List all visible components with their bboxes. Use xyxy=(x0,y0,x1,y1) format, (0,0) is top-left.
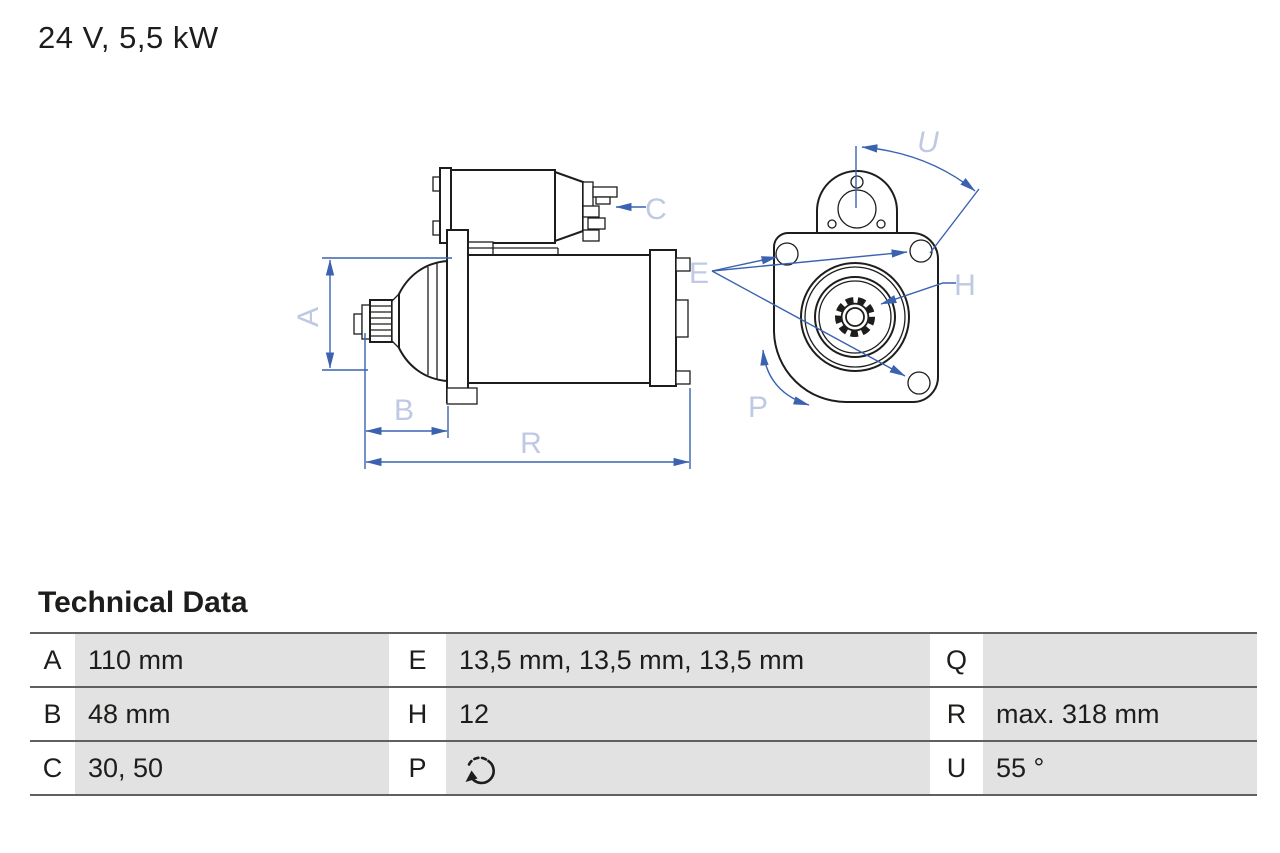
callout-c xyxy=(616,193,667,226)
table-row xyxy=(30,632,1257,686)
callout-c-label: C xyxy=(645,193,667,226)
nose-cone xyxy=(399,261,447,381)
spec-key: A xyxy=(30,634,75,686)
spec-value xyxy=(446,742,930,794)
spec-value: max. 318 mm xyxy=(983,688,1257,740)
table-row xyxy=(30,740,1257,794)
spec-key: Q xyxy=(930,634,983,686)
spec-value: 110 mm xyxy=(75,634,389,686)
callout-h-label: H xyxy=(954,269,976,302)
motor-body xyxy=(468,248,690,386)
front-view xyxy=(689,126,979,424)
dimension-a-label: A xyxy=(292,306,325,328)
spec-value: 12 xyxy=(446,688,930,740)
spec-value xyxy=(983,634,1257,686)
bolt-hole-bottom-right xyxy=(908,372,930,394)
callout-p-label: P xyxy=(747,391,769,424)
table-row xyxy=(30,686,1257,740)
dimension-b-label: B xyxy=(393,394,415,427)
callout-e-label: E xyxy=(688,257,710,290)
page-title: 24 V, 5,5 kW xyxy=(38,20,219,55)
technical-data-heading: Technical Data xyxy=(38,586,248,619)
spec-key: H xyxy=(389,688,446,740)
spec-value: 48 mm xyxy=(75,688,389,740)
dimension-r-label: R xyxy=(520,427,542,460)
spec-value: 30, 50 xyxy=(75,742,389,794)
technical-data-table xyxy=(30,632,1257,796)
spec-key: P xyxy=(389,742,446,794)
rotation-direction-icon xyxy=(459,748,499,788)
bolt-hole-top-left xyxy=(776,243,798,265)
spec-key: E xyxy=(389,634,446,686)
mounting-ear xyxy=(817,171,897,233)
spec-key: U xyxy=(930,742,983,794)
spec-key: R xyxy=(930,688,983,740)
spec-key: B xyxy=(30,688,75,740)
spec-key: C xyxy=(30,742,75,794)
dimension-u-label: U xyxy=(917,126,939,159)
bolt-hole-top-right xyxy=(910,240,932,262)
pinion-gear-side xyxy=(354,294,399,348)
spec-value: 55 ° xyxy=(983,742,1257,794)
side-view xyxy=(292,168,690,469)
spec-value: 13,5 mm, 13,5 mm, 13,5 mm xyxy=(446,634,930,686)
